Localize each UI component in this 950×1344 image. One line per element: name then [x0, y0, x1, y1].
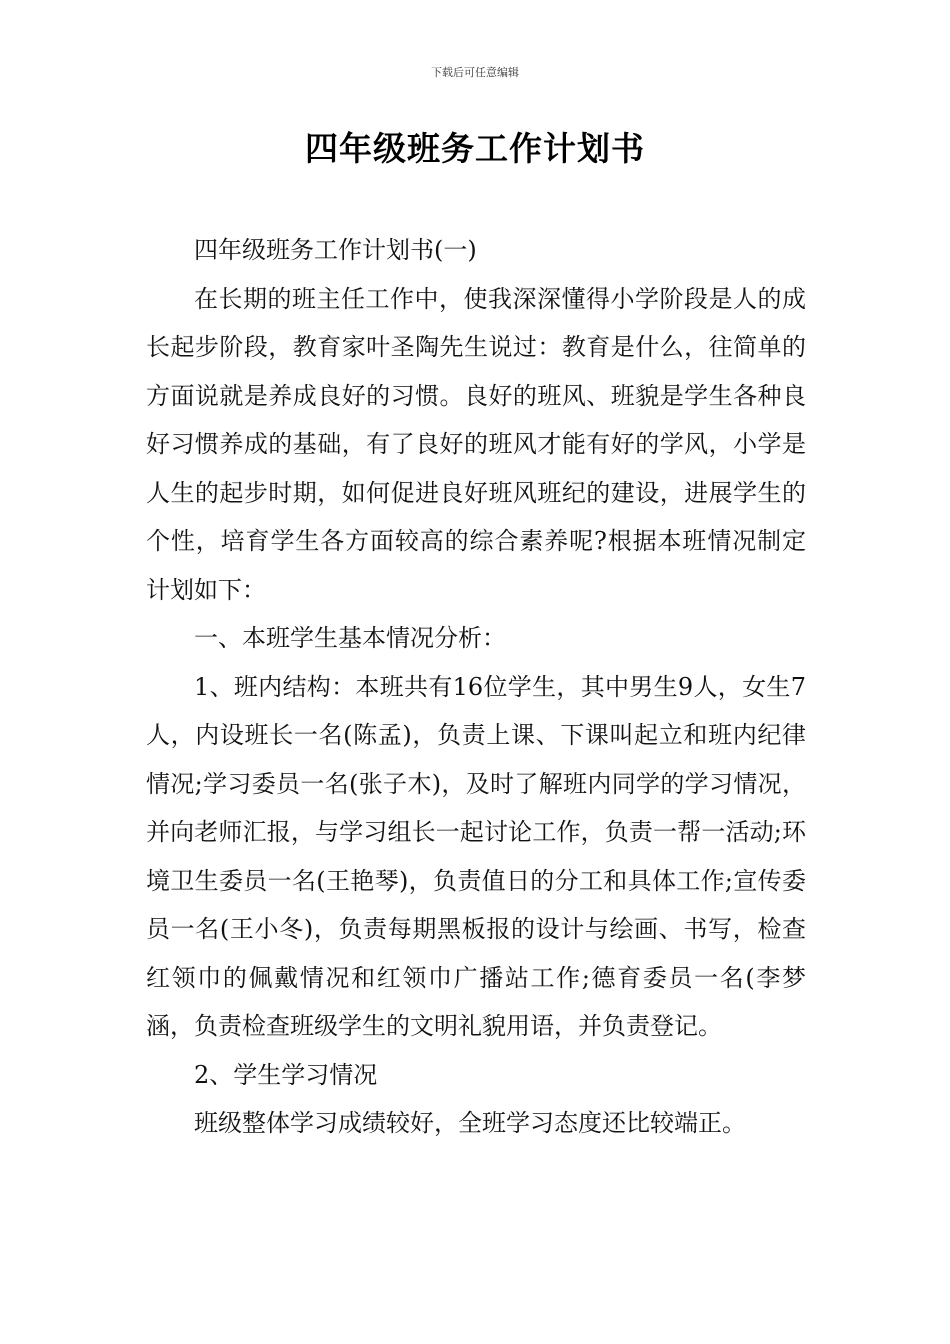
section-heading-1: 一、本班学生基本情况分析： [194, 624, 506, 652]
paragraph-learning-situation: 班级整体学习成绩较好，全班学习态度还比较端正。 [194, 1109, 746, 1137]
section-heading-2: 2、学生学习情况 [194, 1060, 378, 1089]
header-note: 下载后可任意编辑 [431, 66, 519, 79]
paragraph-intro: 在长期的班主任工作中，使我深深懂得小学阶段是人的成长起步阶段，教育家叶圣陶先生说过：教育是什么，往简单的方面说就是养成良好的习惯。良好的班风、班貌是学生各种良好习惯养成的基础，有了良好的班风才能有好的学风，小学是人生的起步时期，如何促进良好班风班纪的建设，进展学生的个性，培育学生各方面较高的综合素养呢?根据本班情况制定计划如下： [146, 284, 806, 604]
paragraph-class-structure: 1、班内结构：本班共有16位学生，其中男生9人，女生7人，内设班长一名(陈孟)，负责上课、下课叫起立和班内纪律情况;学习委员一名(张子木)，及时了解班内同学的学习情况，并向老师汇报，与学习组长一起讨论工作，负责一帮一活动;环境卫生委员一名(王艳琴)，负责值日的分工和具体工作;宣传委员一名(王小冬)，负责每期黑板报的设计与绘画、书写，检查红领巾的佩戴情况和红领巾广播站工作;德育委员一名(李梦涵，负责检查班级学生的文明礼貌用语，并负责登记。 [146, 672, 806, 1040]
document-body [146, 226, 806, 1148]
document-title: 四年级班务工作计划书 [305, 129, 645, 168]
paragraph-subtitle: 四年级班务工作计划书(一) [194, 236, 477, 264]
